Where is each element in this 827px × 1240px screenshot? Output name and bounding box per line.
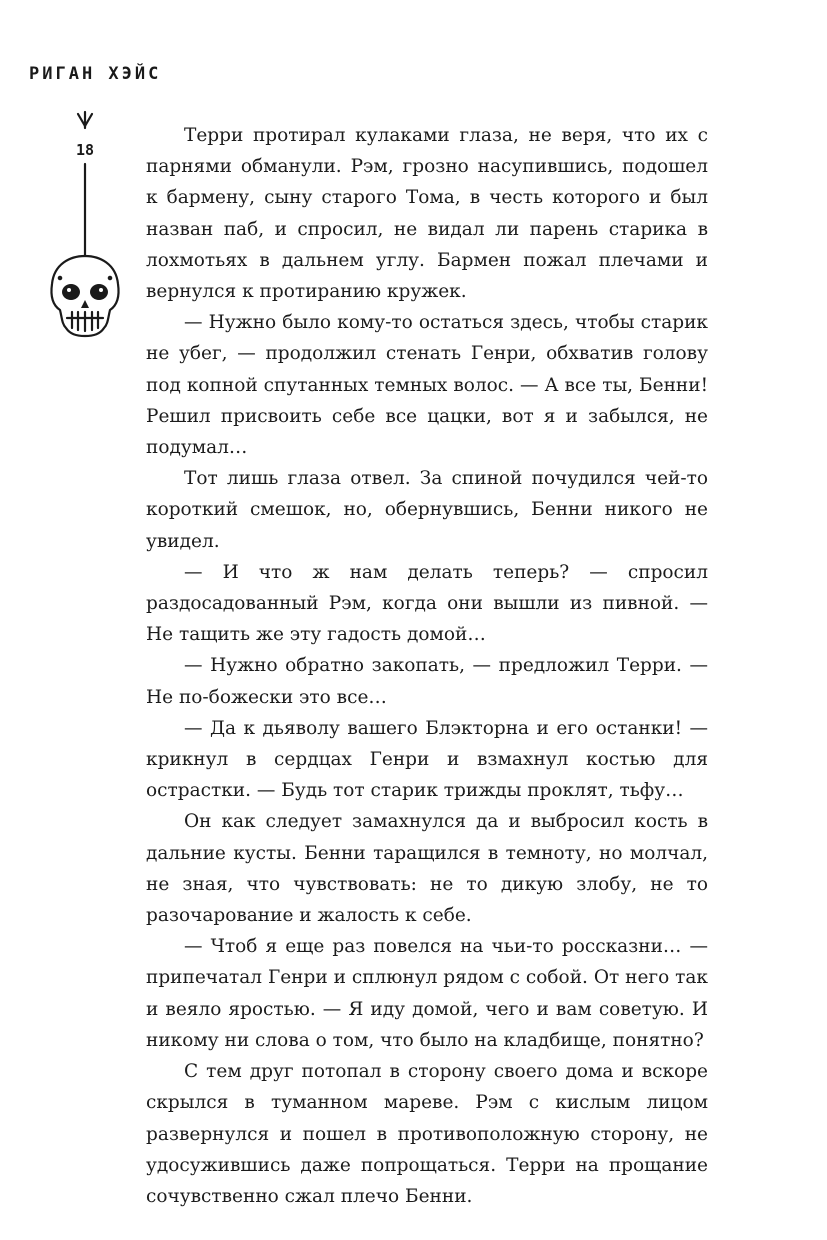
page-number: 18 xyxy=(68,140,102,160)
paragraph: Тот лишь глаза отвел. За спиной почудился чей-то короткий смешок, но, обернувшись, Бенни никого не увидел. xyxy=(146,468,708,552)
paragraph: С тем друг потопал в сторону своего дома и вскоре скрылся в туманном мареве. Рэм с кислым лицом развернулся и пошел в противоположную сторону, не удосужившись даже попрощаться. Терри на прощание сочувственно сжал плечо Бенни. xyxy=(146,1061,708,1207)
paragraph: — Нужно было кому-то остаться здесь, чтобы старик не убег, — продолжил стенать Генри, обхватив голову под копной спутанных темных волос. — А все ты, Бенни! Решил присвоить себе все цацки, вот я и забылся, не подумал… xyxy=(146,312,708,459)
paragraph: Он как следует замахнулся да и выбросил кость в дальние кусты. Бенни таращился в темноту, но молчал, не зная, что чувствовать: не то дикую злобу, не то разочарование и жалость к себе. xyxy=(146,811,708,927)
body-text xyxy=(146,120,708,1212)
paragraph: — И что ж нам делать теперь? — спросил раздосадованный Рэм, когда они вышли из пивной. — Не тащить же эту гадость домой… xyxy=(146,561,708,646)
paragraph: Терри протирал кулаками глаза, не веря, что их с парнями обманули. Рэм, грозно насупившись, подошел к бармену, сыну старого Тома, в честь которого и был назван паб, и спросил, не видал ли парень старика в лохмотьях в дальнем углу. Бармен пожал плечами и вернулся к протиранию кружек. xyxy=(146,125,708,303)
paragraph: — Чтоб я еще раз повелся на чьи-то россказни… — припечатал Генри и сплюнул рядом с собой. От него так и веяло яростью. — Я иду домой, чего и вам советую. И никому ни слова о том, что было на кладбище, понятно? xyxy=(146,936,708,1051)
running-head: РИГАН ХЭЙС xyxy=(29,64,162,84)
paragraph: — Нужно обратно закопать, — предложил Терри. — Не по-божески это все… xyxy=(146,655,708,708)
paragraph: — Да к дьяволу вашего Блэкторна и его останки! — крикнул в сердцах Генри и взмахнул костью для острастки. — Будь тот старик трижды проклят, тьфу… xyxy=(146,717,708,802)
